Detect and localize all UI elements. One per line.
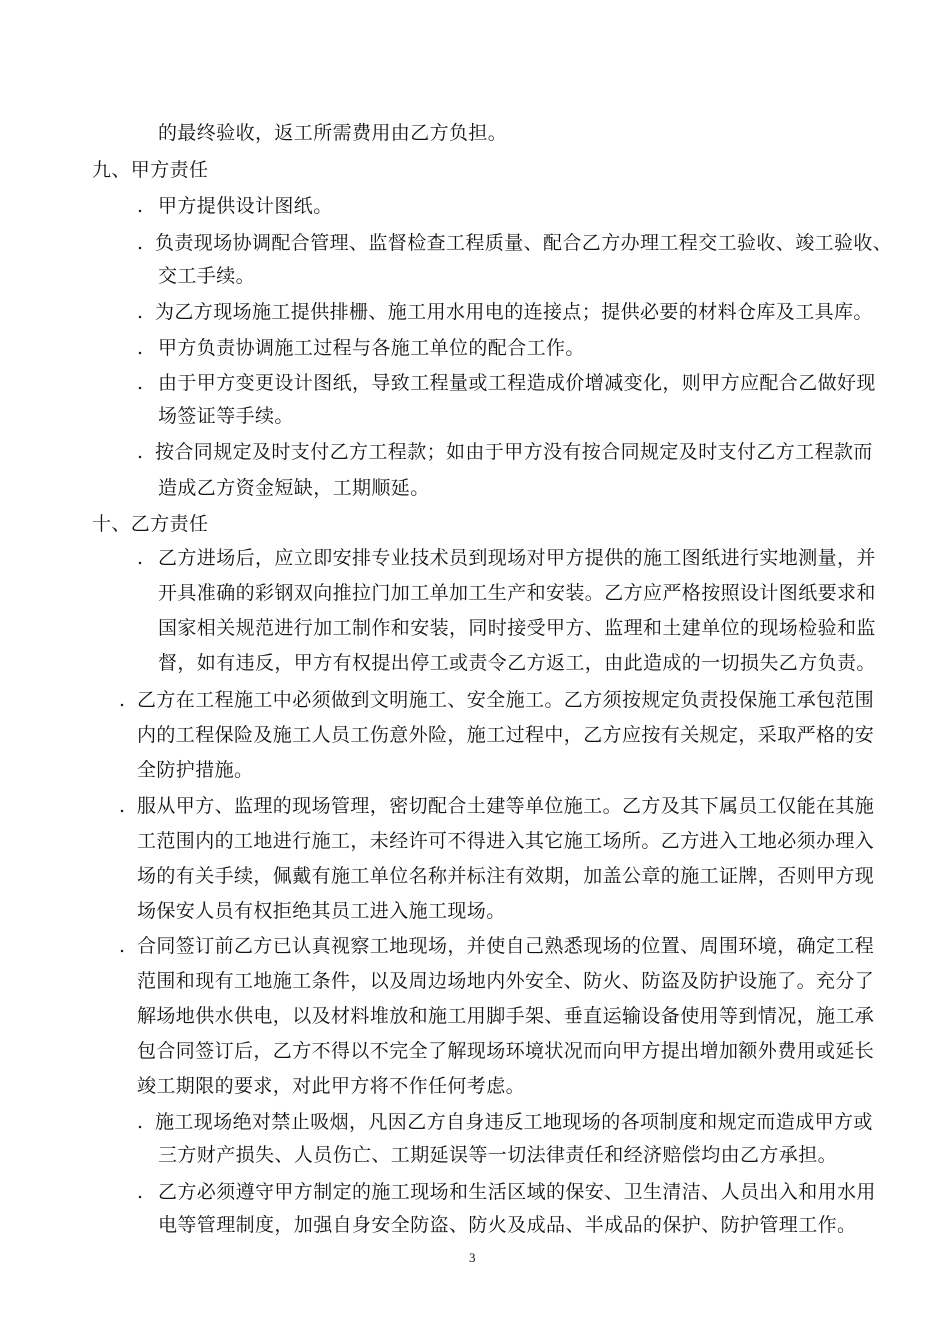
bullet-dot: .	[137, 1111, 144, 1133]
bullet-dot: .	[137, 547, 144, 569]
s9-item2-line2: 交工手续。	[158, 265, 256, 287]
s10-item5-line2: 三方财产损失、人员伤亡、工期延误等一切法律责任和经济赔偿均由乙方承担。	[158, 1144, 838, 1166]
s10-item4-line4: 包合同签订后，乙方不得以不完全了解现场环境状况而向甲方提出增加额外费用或延长	[137, 1040, 875, 1062]
bullet-dot: .	[119, 689, 126, 711]
s10-item3-line4: 场保安人员有权拒绝其员工进入施工现场。	[137, 900, 506, 922]
s10-item4-line1: 合同签订前乙方已认真视察工地现场，并使自己熟悉现场的位置、周围环境，确定工程	[137, 935, 875, 957]
s10-item1-line2: 开具准确的彩钢双向推拉门加工单加工生产和安装。乙方应严格按照设计图纸要求和	[158, 582, 876, 604]
s9-item2-line1: 负责现场协调配合管理、监督检查工程质量、配合乙方办理工程交工验收、竣工验收、	[155, 232, 893, 254]
s10-item3-line3: 场的有关手续，佩戴有施工单位名称并标注有效期，加盖公章的施工证牌，否则甲方现	[137, 865, 875, 887]
bullet-dot: .	[119, 795, 126, 817]
s10-item1-line1: 乙方进场后，应立即安排专业技术员到现场对甲方提供的施工图纸进行实地测量，并	[158, 547, 876, 569]
bullet-dot: .	[119, 935, 126, 957]
s10-item3-line1: 服从甲方、监理的现场管理，密切配合土建等单位施工。乙方及其下属员工仅能在其施	[137, 795, 875, 817]
s9-item6-line1: 按合同规定及时支付乙方工程款；如由于甲方没有按合同规定及时支付乙方工程款而	[155, 441, 873, 463]
continuation-line: 的最终验收，返工所需费用由乙方负担。	[158, 122, 508, 144]
bullet-dot: .	[137, 195, 144, 217]
s9-item4-line1: 甲方负责协调施工过程与各施工单位的配合工作。	[158, 337, 585, 359]
section-10-heading: 十、乙方责任	[92, 513, 209, 535]
s10-item1-line4: 督，如有违反，甲方有权提出停工或责令乙方返工，由此造成的一切损失乙方负责。	[158, 652, 876, 674]
bullet-dot: .	[137, 441, 144, 463]
bullet-dot: .	[137, 301, 144, 323]
bullet-dot: .	[137, 1181, 144, 1203]
s10-item1-line3: 国家相关规范进行加工制作和安装，同时接受甲方、监理和土建单位的现场检验和监	[158, 617, 876, 639]
s10-item6-line1: 乙方必须遵守甲方制定的施工现场和生活区域的保安、卫生清洁、人员出入和用水用	[158, 1181, 876, 1203]
s9-item5-line1: 由于甲方变更设计图纸，导致工程量或工程造成价增减变化，则甲方应配合乙做好现	[158, 372, 876, 394]
s9-item3-line1: 为乙方现场施工提供排栅、施工用水用电的连接点；提供必要的材料仓库及工具库。	[155, 301, 873, 323]
bullet-dot: .	[137, 337, 144, 359]
page-number: 3	[469, 1250, 476, 1265]
s10-item5-line1: 施工现场绝对禁止吸烟，凡因乙方自身违反工地现场的各项制度和规定而造成甲方或	[155, 1111, 873, 1133]
s10-item3-line2: 工范围内的工地进行施工，未经许可不得进入其它施工场所。乙方进入工地必须办理入	[137, 830, 875, 852]
s10-item6-line2: 电等管理制度，加强自身安全防盗、防火及成品、半成品的保护、防护管理工作。	[158, 1214, 857, 1236]
s10-item2-line2: 内的工程保险及施工人员工伤意外险，施工过程中，乙方应按有关规定，采取严格的安	[137, 724, 875, 746]
bullet-dot: .	[137, 232, 144, 254]
section-9-heading: 九、甲方责任	[92, 159, 209, 181]
s10-item4-line5: 竣工期限的要求，对此甲方将不作任何考虑。	[137, 1075, 526, 1097]
s9-item5-line2: 场签证等手续。	[158, 405, 294, 427]
s10-item2-line3: 全防护措施。	[137, 759, 254, 781]
s9-item6-line2: 造成乙方资金短缺，工期顺延。	[158, 477, 430, 499]
bullet-dot: .	[137, 372, 144, 394]
s10-item4-line3: 解场地供水供电，以及材料堆放和施工用脚手架、垂直运输设备使用等到情况，施工承	[137, 1005, 875, 1027]
s10-item2-line1: 乙方在工程施工中必须做到文明施工、安全施工。乙方须按规定负责投保施工承包范围	[137, 689, 875, 711]
s10-item4-line2: 范围和现有工地施工条件，以及周边场地内外安全、防火、防盗及防护设施了。充分了	[137, 970, 875, 992]
s9-item1-line1: 甲方提供设计图纸。	[158, 195, 333, 217]
